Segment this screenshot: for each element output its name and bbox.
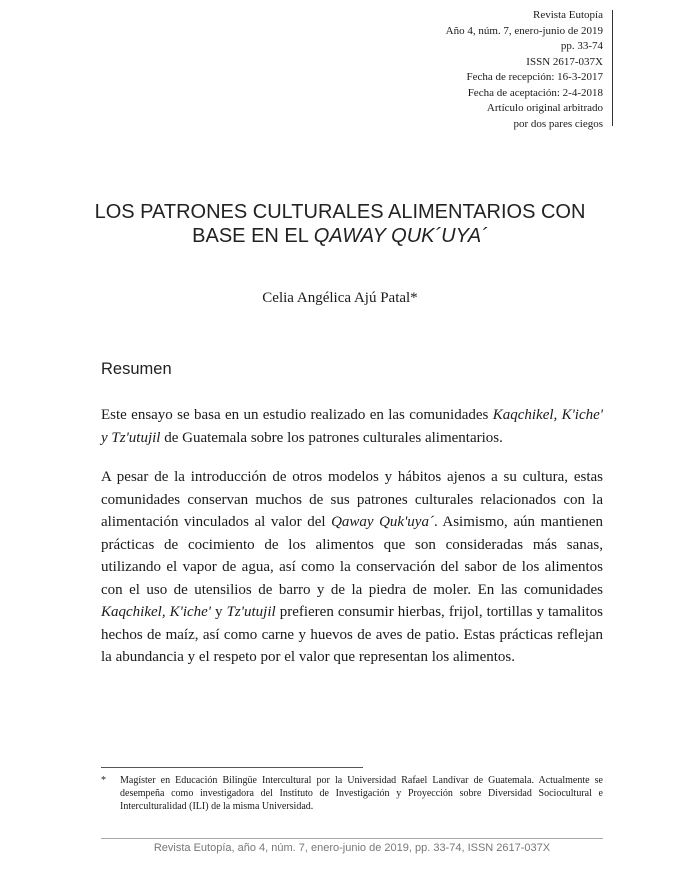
author-name: Celia Angélica Ajú Patal*	[262, 290, 418, 306]
footnote-divider	[101, 767, 363, 768]
footer-divider	[101, 838, 603, 839]
text-run: prefieren consumir hierbas, frijol, tortillas y tamalitos hechos de maíz, así como carne y huevos de aves de patio. Estas prácticas reflejan la abundancia y el respeto por el valor que representan los alimentos.	[101, 604, 604, 665]
article-type-line2: por dos pares ciegos	[513, 117, 603, 130]
abstract-paragraph-2	[101, 466, 603, 669]
text-run: . Asimismo, aún mantienen prácticas de cocimiento de los alimentos que son consideradas más sanas, utilizando el vapor de agua, así como la conservación del sabor de los alimentos con el uso de utensilios de barro y de la piedra de moler. En las comunidades	[101, 514, 603, 598]
received-date: Fecha de recepción: 16-3-2017	[466, 71, 603, 83]
author-footnote	[101, 774, 603, 813]
metadata-divider	[612, 10, 613, 126]
running-footer: Revista Eutopía, año 4, núm. 7, enero-junio de 2019, pp. 33-74, ISSN 2617-037X	[153, 842, 551, 854]
journal-metadata	[446, 8, 603, 132]
journal-name: Revista Eutopía	[533, 9, 603, 21]
article-type-line1: Artículo original arbitrado	[486, 102, 603, 114]
footnote-mark: *	[101, 775, 106, 786]
italic-run: Tz'utujil	[226, 604, 276, 620]
issue-info: Año 4, núm. 7, enero-junio de 2019	[445, 24, 603, 37]
article-title	[60, 200, 620, 248]
abstract-paragraph-1	[101, 404, 603, 449]
issn: ISSN 2617-037X	[526, 55, 603, 68]
text-run: de Guatemala sobre los patrones culturales alimentarios.	[160, 429, 503, 446]
italic-run: Qaway Quk'uya´	[331, 514, 434, 530]
accepted-date: Fecha de aceptación: 2-4-2018	[467, 86, 603, 99]
text-run: Este ensayo se basa en un estudio realizado en las comunidades	[101, 407, 493, 423]
title-italic-term: QAWAY QUK´UYA´	[313, 225, 488, 247]
page-range: pp. 33-74	[560, 40, 603, 52]
text-run: A pesar de la introducción de otros modelos y hábitos ajenos a su cultura, estas comunidades conservan muchos de sus patrones culturales relacionados con la alimentación vinculados al valor del	[101, 469, 603, 530]
abstract-heading: Resumen	[101, 360, 172, 378]
text-run: y	[211, 604, 227, 620]
footnote-text: Magíster en Educación Bilingüe Intercultural por la Universidad Rafael Landívar de Guatemala. Actualmente se desempeña como investigadora del Instituto de Investigación y Proyección sobre Diversidad Sociocultural e Interculturalidad (ILI) de la misma Universidad.	[120, 775, 603, 812]
italic-run: Kaqchikel, K'iche' y Tz'utujil	[101, 407, 604, 446]
italic-run: Kaqchikel, K'iche'	[101, 604, 212, 620]
title-prefix: BASE EN EL	[192, 225, 314, 247]
title-line-2	[60, 224, 620, 248]
title-line-1: LOS PATRONES CULTURALES ALIMENTARIOS CON	[94, 201, 586, 223]
